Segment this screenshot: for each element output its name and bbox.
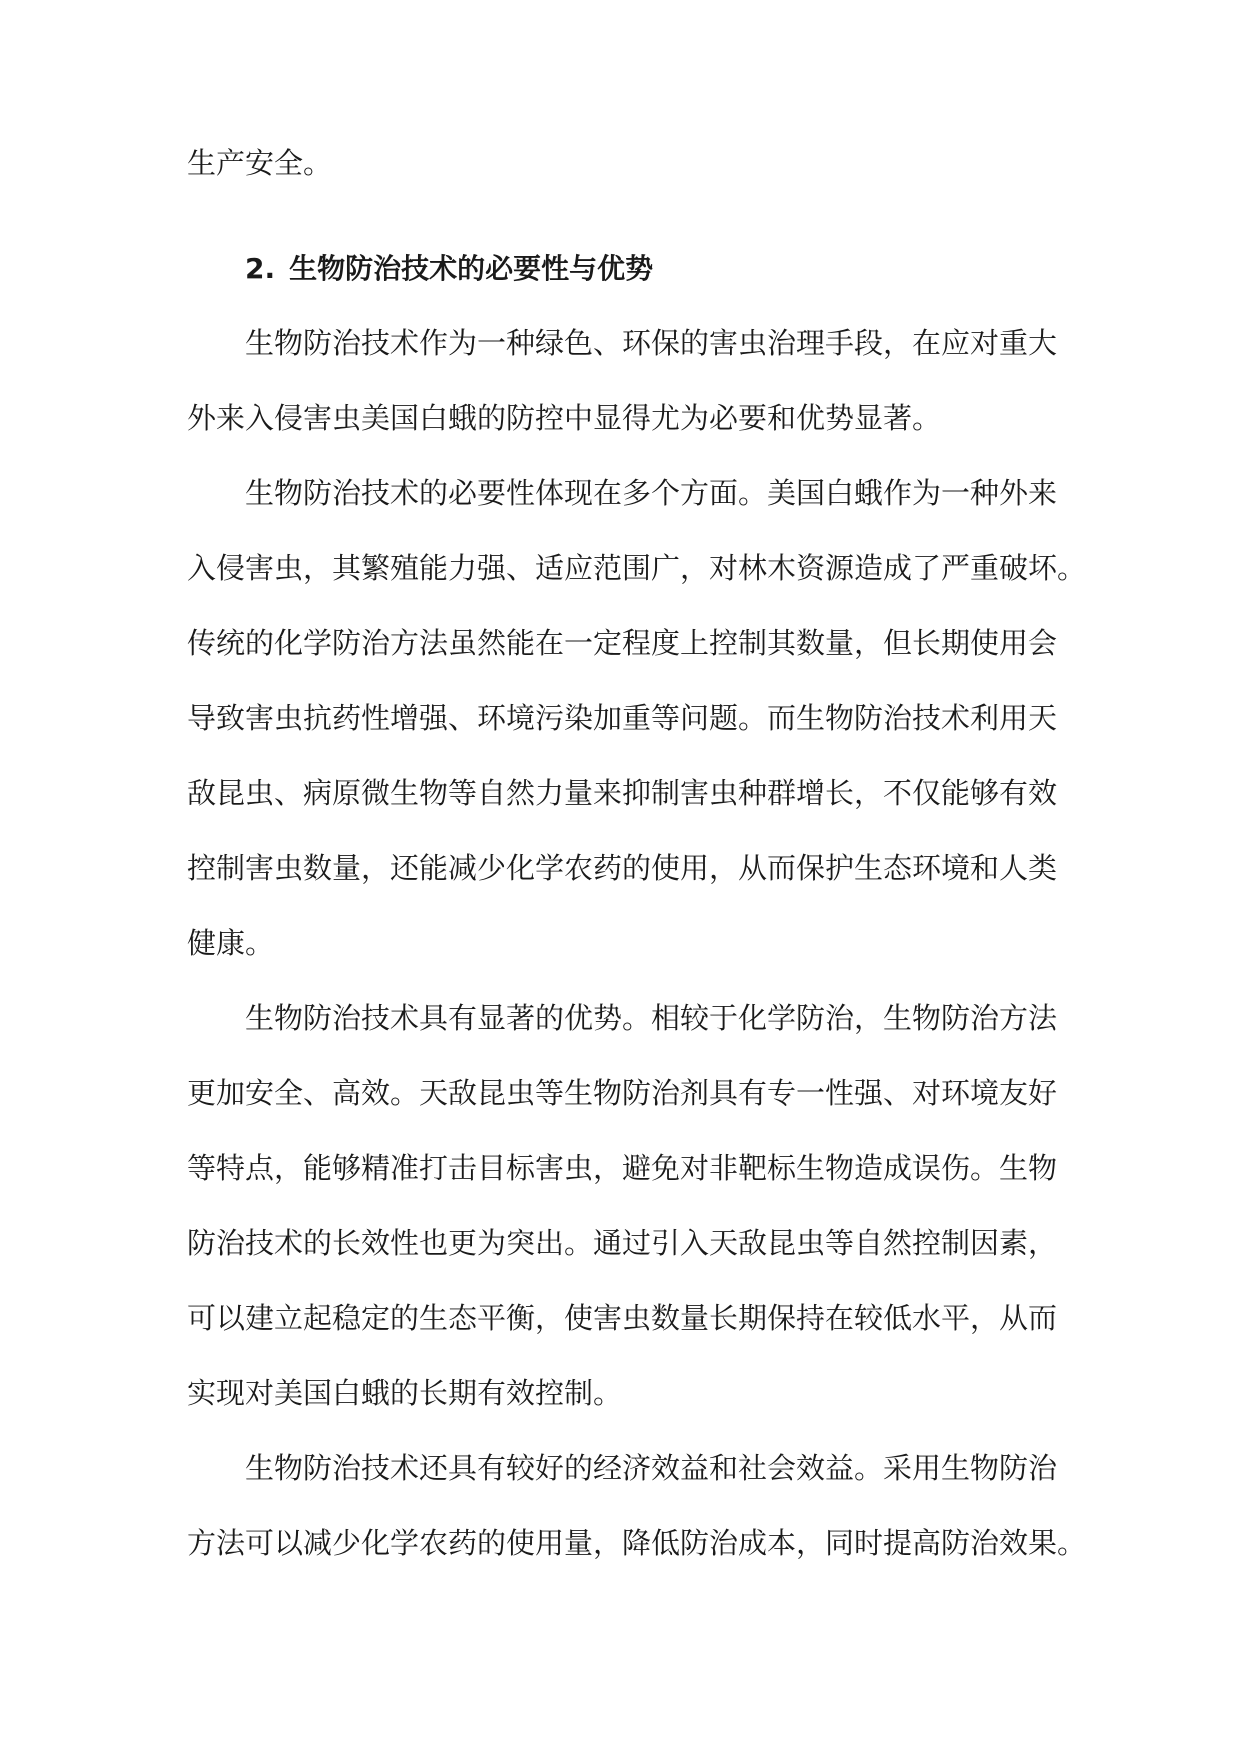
- paragraph-line: 生物防治技术具有显著的优势。相较于化学防治，生物防治方法: [245, 1001, 1058, 1035]
- paragraph-line: 更加安全、高效。天敌昆虫等生物防治剂具有专一性强、对环境友好: [187, 1076, 1058, 1110]
- paragraph-3: [187, 981, 1058, 1431]
- paragraph-line: 健康。: [187, 926, 275, 960]
- document-body: [187, 126, 1087, 1581]
- paragraph-line: 生物防治技术的必要性体现在多个方面。美国白蛾作为一种外来: [245, 476, 1058, 510]
- paragraph-line: 导致害虫抗药性增强、环境污染加重等问题。而生物防治技术利用天: [187, 701, 1058, 735]
- intro-tail-line: 生产安全。: [187, 146, 333, 180]
- paragraph-line: 可以建立起稳定的生态平衡，使害虫数量长期保持在较低水平，从而: [187, 1301, 1058, 1335]
- paragraph-line: 生物防治技术还具有较好的经济效益和社会效益。采用生物防治: [245, 1451, 1058, 1485]
- paragraph-4: [187, 1431, 1087, 1581]
- section-title: 生物防治技术的必要性与优势: [289, 252, 654, 285]
- paragraph-line: 实现对美国白蛾的长期有效控制。: [187, 1376, 623, 1410]
- paragraph-line: 传统的化学防治方法虽然能在一定程度上控制其数量，但长期使用会: [187, 626, 1058, 660]
- paragraph-2: [187, 456, 1087, 981]
- paragraph-line: 方法可以减少化学农药的使用量，降低防治成本，同时提高防治效果。: [187, 1526, 1087, 1560]
- paragraph-line: 生物防治技术作为一种绿色、环保的害虫治理手段，在应对重大: [245, 326, 1058, 360]
- paragraph-line: 敌昆虫、病原微生物等自然力量来抑制害虫种群增长，不仅能够有效: [187, 776, 1058, 810]
- section-spacer: [187, 201, 1053, 231]
- section-number: 2.: [245, 252, 276, 285]
- paragraph-line: 外来入侵害虫美国白蛾的防控中显得尤为必要和优势显著。: [187, 401, 942, 435]
- section-heading: [187, 231, 1053, 306]
- paragraph-line: 等特点，能够精准打击目标害虫，避免对非靶标生物造成误伤。生物: [187, 1151, 1058, 1185]
- paragraph-line: 防治技术的长效性也更为突出。通过引入天敌昆虫等自然控制因素，: [187, 1226, 1058, 1260]
- paragraph-line: 入侵害虫，其繁殖能力强、适应范围广，对林木资源造成了严重破坏。: [187, 551, 1087, 585]
- paragraph-1: [187, 306, 1058, 456]
- paragraph-line: 控制害虫数量，还能减少化学农药的使用，从而保护生态环境和人类: [187, 851, 1058, 885]
